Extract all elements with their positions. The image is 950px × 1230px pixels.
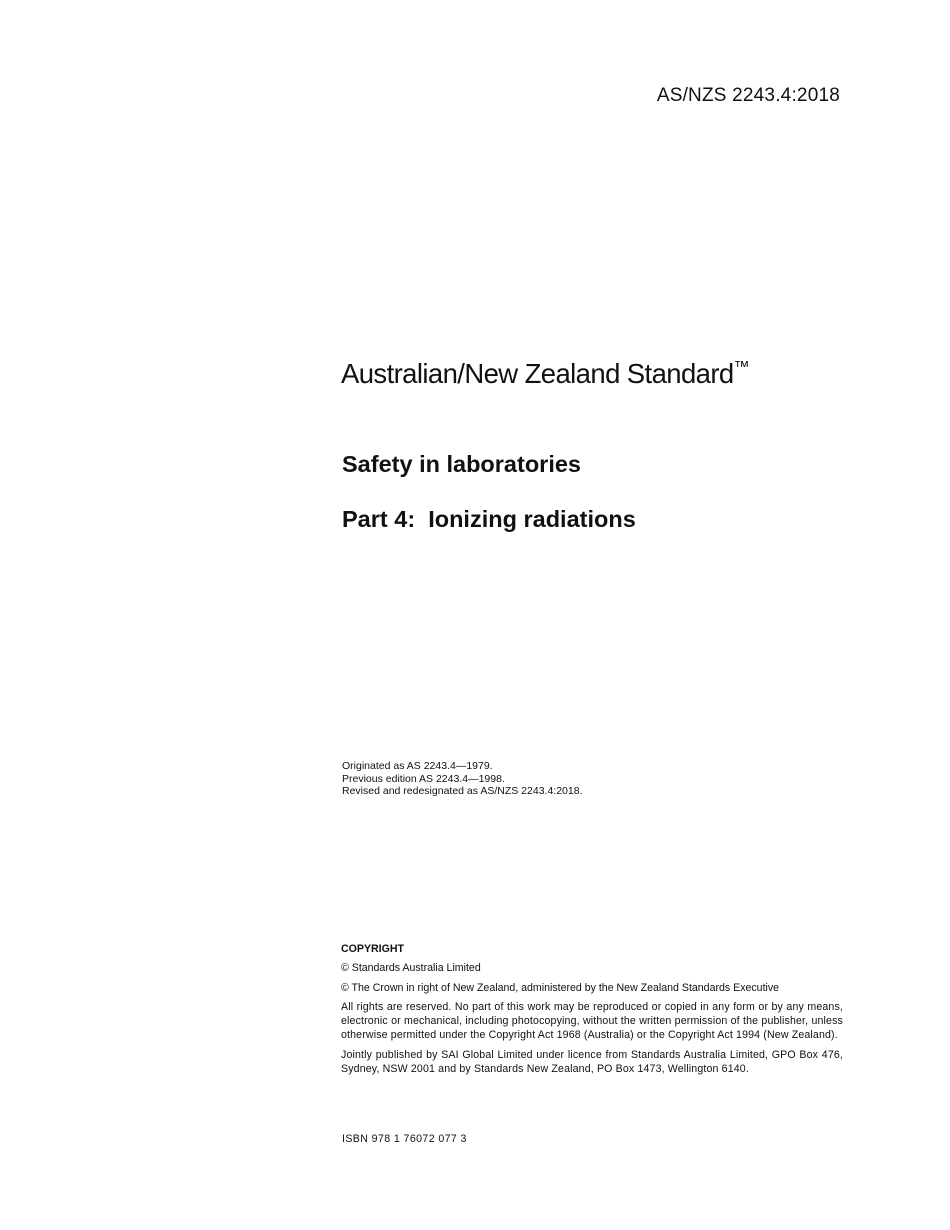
copyright-block: [341, 942, 843, 1081]
copyright-owner-nz: © The Crown in right of New Zealand, administered by the New Zealand Standards Executive: [341, 981, 780, 994]
trademark-symbol: ™: [733, 359, 750, 376]
copyright-heading: COPYRIGHT: [341, 943, 404, 955]
standard-type-text: Australian/New Zealand Standard: [341, 358, 734, 389]
history-line: Originated as AS 2243.4—1979.: [342, 760, 493, 772]
document-number: AS/NZS 2243.4:2018: [656, 85, 840, 106]
document-part-title: Part 4: Ionizing radiations: [342, 506, 636, 532]
document-title: Safety in laboratories: [342, 451, 581, 477]
rights-statement: All rights are reserved. No part of this work may be reproduced or copied in any form or by any means, electronic or mechanical, including photocopying, without the written permission of the publisher, unless otherwise permitted under the Copyright Act 1968 (Australia) or the Copyright Act 1994 (New Zealand).: [341, 1000, 843, 1042]
isbn-number: ISBN 978 1 76072 077 3: [342, 1133, 467, 1145]
history-line: Previous edition AS 2243.4—1998.: [342, 772, 505, 785]
copyright-owner-au: © Standards Australia Limited: [341, 962, 481, 975]
history-line: Revised and redesignated as AS/NZS 2243.4:2018.: [342, 785, 583, 797]
standard-type-title: [341, 358, 750, 390]
publisher-statement: Jointly published by SAI Global Limited under licence from Standards Australia Limited, GPO Box 476, Sydney, NSW 2001 and by Standards New Zealand, PO Box 1473, Wellington 6140.: [341, 1048, 843, 1076]
publication-history: [342, 760, 583, 798]
